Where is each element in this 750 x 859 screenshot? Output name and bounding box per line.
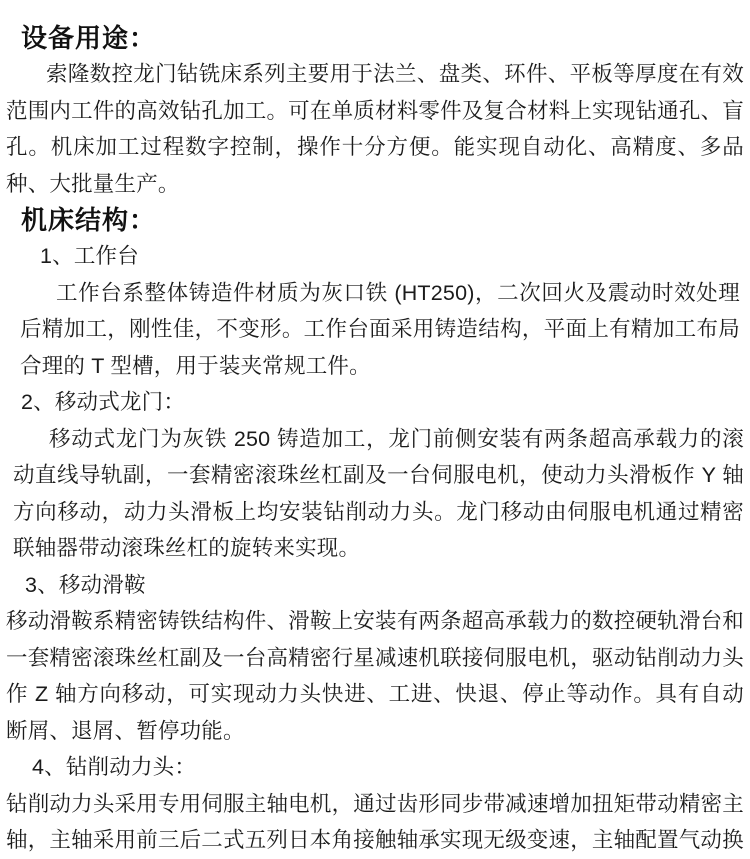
item-label: 4、钻削动力头： (32, 755, 197, 779)
item-body: 工作台系整体铸造件材质为灰口铁 (HT250)，二次回火及震动时效处理后精加工，刚性佳，不变形。工作台面采用铸造结构，平面上有精加工布局合理的 T 型槽，用于装夹常规工件。 (20, 280, 740, 378)
machine-structure-heading: 机床结构： (21, 205, 157, 235)
item-body: 钻削动力头采用专用伺服主轴电机，通过齿形同步带减速增加扭矩带动精密主轴，主轴采用前三后二式五列日本角接触轴承实现无级变速，主轴配置气动换 (6, 791, 744, 852)
item-label: 3、移动滑鞍 (25, 572, 146, 597)
section-equipment-purpose (6, 20, 744, 202)
item-label: 1、工作台 (40, 244, 139, 268)
equipment-purpose-paragraph: 索隆数控龙门钻铣床系列主要用于法兰、盘类、环件、平板等厚度在有效范围内工件的高效钻孔加工。可在单质材料零件及复合材料上实现钻通孔、盲孔。机床加工过程数字控制，操作十分方便。能实现自动化、高精度、多品种、大批量生产。 (6, 62, 744, 196)
item-label: 2、移动式龙门： (21, 390, 186, 414)
item-body: 移动滑鞍系精密铸铁结构件、滑鞍上安装有两条超高承载力的数控硬轨滑台和一套精密滚珠丝杠副及一台高精密行星减速机联接伺服电机，驱动钻削动力头作 Z 轴方向移动，可实现动力头快进、工进、快退、停止等动作。具有自动断屑、退屑、暂停功能。 (6, 609, 744, 743)
structure-item-worktable (6, 238, 744, 384)
structure-item-moving-gantry (6, 384, 744, 567)
section-machine-structure (6, 202, 744, 859)
structure-item-moving-saddle (6, 567, 744, 750)
item-body: 移动式龙门为灰铁 250 铸造加工，龙门前侧安装有两条超高承载力的滚动直线导轨副，一套精密滚珠丝杠副及一台伺服电机，使动力头滑板作 Y 轴方向移动，动力头滑板上均安装钻削动力头。龙门移动由伺服电机通过精密联轴器带动滚珠丝杠的旋转来实现。 (13, 426, 744, 560)
equipment-purpose-heading: 设备用途： (21, 23, 157, 53)
structure-item-drilling-power-head (6, 749, 744, 859)
